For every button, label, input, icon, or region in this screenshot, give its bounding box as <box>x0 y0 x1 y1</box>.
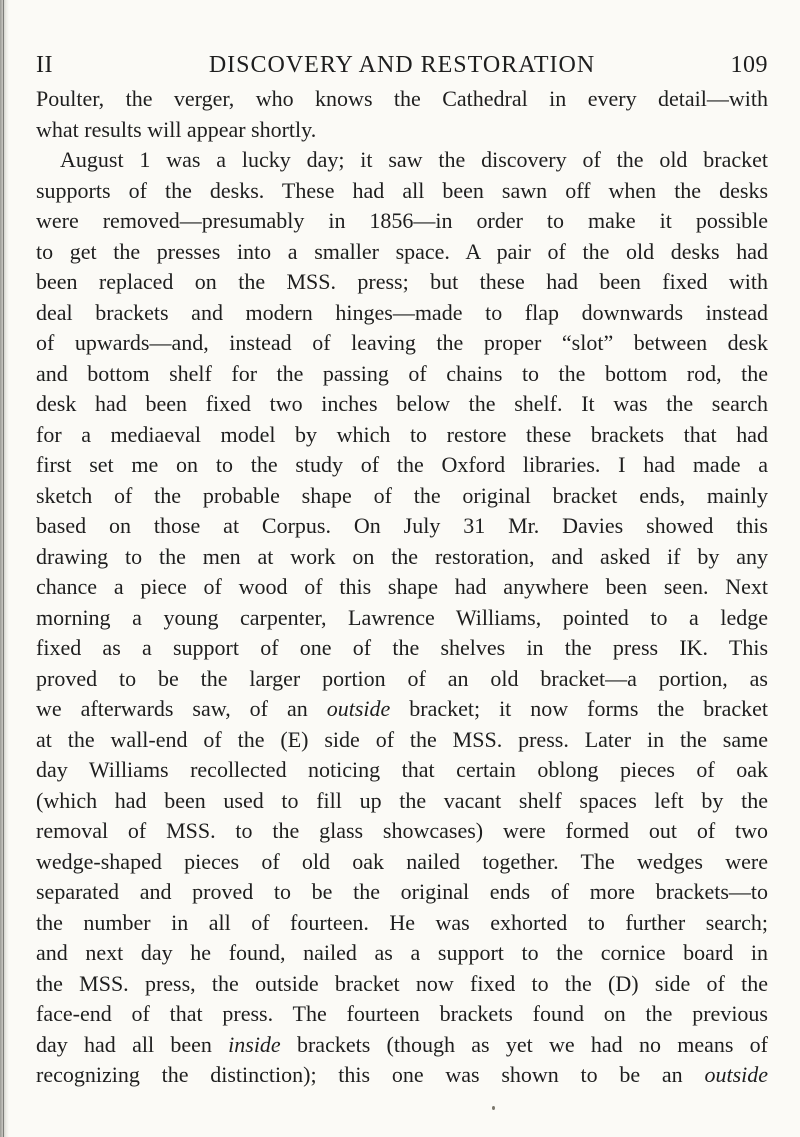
text-run: bracket; it now forms the bracket <box>409 696 768 721</box>
text-line: been replaced on the MSS. press; but these had been fixed with <box>36 269 768 294</box>
text-line: day Williams recollected noticing that certain oblong pieces of oak <box>36 757 768 782</box>
text-line: morning a young carpenter, Lawrence Williams, pointed to a ledge <box>36 604 768 630</box>
text-line: fixed as a support of one of the shelves in the press IK. This <box>36 635 768 660</box>
text-line: to get the presses into a smaller space. A pair of the old desks had <box>36 238 768 264</box>
gutter-edge-line <box>3 0 4 1137</box>
body-text <box>36 84 768 1091</box>
page-gutter-shadow <box>0 0 9 1137</box>
text-line: drawing to the men at work on the restoration, and asked if by any <box>36 543 768 569</box>
text-line: based on those at Corpus. On July 31 Mr. Davies showed this <box>36 513 768 538</box>
text-line: and next day he found, nailed as a support to the cornice board in <box>36 940 768 965</box>
text-line <box>36 1060 768 1091</box>
text-line: supports of the desks. These had all been sawn off when the desks <box>36 177 768 203</box>
italic-term: outside <box>326 696 391 721</box>
text-line: proved to be the larger portion of an old bracket—a portion, as <box>36 665 768 691</box>
text-line: August 1 was a lucky day; it saw the discovery of the old bracket <box>60 147 768 172</box>
text-line: of upwards—and, instead of leaving the proper “slot” between desk <box>36 330 768 355</box>
page-number: 109 <box>730 52 768 78</box>
text-line: desk had been fixed two inches below the shelf. It was the search <box>36 391 768 416</box>
text-line: separated and proved to be the original ends of more brackets—to <box>36 879 768 904</box>
paper-speck <box>492 1106 495 1110</box>
text-line: Poulter, the verger, who knows the Cathedral in every detail—with <box>36 86 768 111</box>
text-run: brackets (though as yet we had no means of <box>296 1031 769 1057</box>
running-title: DISCOVERY AND RESTORATION <box>208 52 596 78</box>
text-line: were removed—presumably in 1856—in order to make it possible <box>36 208 768 233</box>
italic-term: outside <box>704 1062 769 1087</box>
text-run: recognizing the distinction); this one was shown to be an <box>36 1062 683 1087</box>
text-line <box>36 694 768 725</box>
text-run: day had all been <box>36 1031 212 1057</box>
text-line: deal brackets and modern hinges—made to flap downwards instead <box>36 299 768 325</box>
text-line: sketch of the probable shape of the original bracket ends, mainly <box>36 482 768 508</box>
text-line: first set me on to the study of the Oxford libraries. I had made a <box>36 452 768 477</box>
italic-term: inside <box>228 1031 281 1057</box>
text-line: and bottom shelf for the passing of chains to the bottom rod, the <box>36 360 768 386</box>
running-header <box>36 52 768 82</box>
chapter-number: II <box>36 52 53 78</box>
text-line: what results will appear shortly. <box>36 116 317 142</box>
text-run: we afterwards saw, of an <box>36 696 308 721</box>
text-line: the number in all of fourteen. He was exhorted to further search; <box>36 909 768 935</box>
text-line: at the wall-end of the (E) side of the MSS. press. Later in the same <box>36 726 768 752</box>
text-line: face-end of that press. The fourteen brackets found on the previous <box>36 1001 768 1026</box>
text-line <box>36 1030 768 1061</box>
text-line: the MSS. press, the outside bracket now fixed to the (D) side of the <box>36 970 768 996</box>
text-line: for a mediaeval model by which to restore these brackets that had <box>36 421 768 447</box>
text-line: (which had been used to fill up the vacant shelf spaces left by the <box>36 787 768 813</box>
text-line: removal of MSS. to the glass showcases) were formed out of two <box>36 818 768 843</box>
text-line: wedge-shaped pieces of old oak nailed together. The wedges were <box>36 848 768 874</box>
text-line: chance a piece of wood of this shape had anywhere been seen. Next <box>36 574 768 599</box>
